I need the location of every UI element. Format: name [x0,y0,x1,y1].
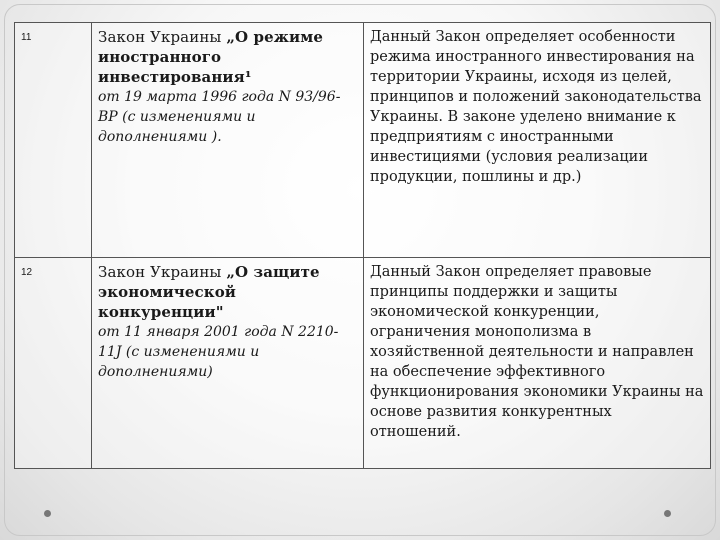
law-details: от 11 января 2001 года N 2210-11J (с изменениями и дополнениями) [98,324,339,380]
law-cell [92,23,364,258]
law-prefix: Закон Украины [98,28,227,46]
law-prefix: Закон Украины [98,263,227,281]
law-cell [92,258,364,469]
row-number: 12 [15,258,92,469]
decorative-dot-right [664,510,671,517]
law-description: Данный Закон определяет особенности режима иностранного инвестирования на территории Украины, исходя из целей, принципов и положений законодательства Украины. В законе уделено внимание к предприятиям с иностранными инвестициями (условия реализации продукции, пошлины и др.) [364,23,711,258]
table-row [15,258,711,469]
law-description: Данный Закон определяет правовые принципы поддержки и защиты экономической конкуренции, ограничения монополизма в хозяйственной деятельности и направлен на обеспечение эффективного функционирования экономики Украины на основе развития конкурентных отношений. [364,258,711,469]
row-number: 11 [15,23,92,258]
decorative-dot-left [44,510,51,517]
table-row [15,23,711,258]
law-title [98,262,357,322]
law-title [98,27,357,87]
law-details: от 19 марта 1996 года N 93/96-ВР (с изменениями и дополнениями ). [98,89,341,145]
law-name: „О защите экономической конкуренции" [98,263,320,321]
law-name: „О режиме иностранного инвестирования¹ [98,28,324,86]
laws-table [14,22,711,469]
